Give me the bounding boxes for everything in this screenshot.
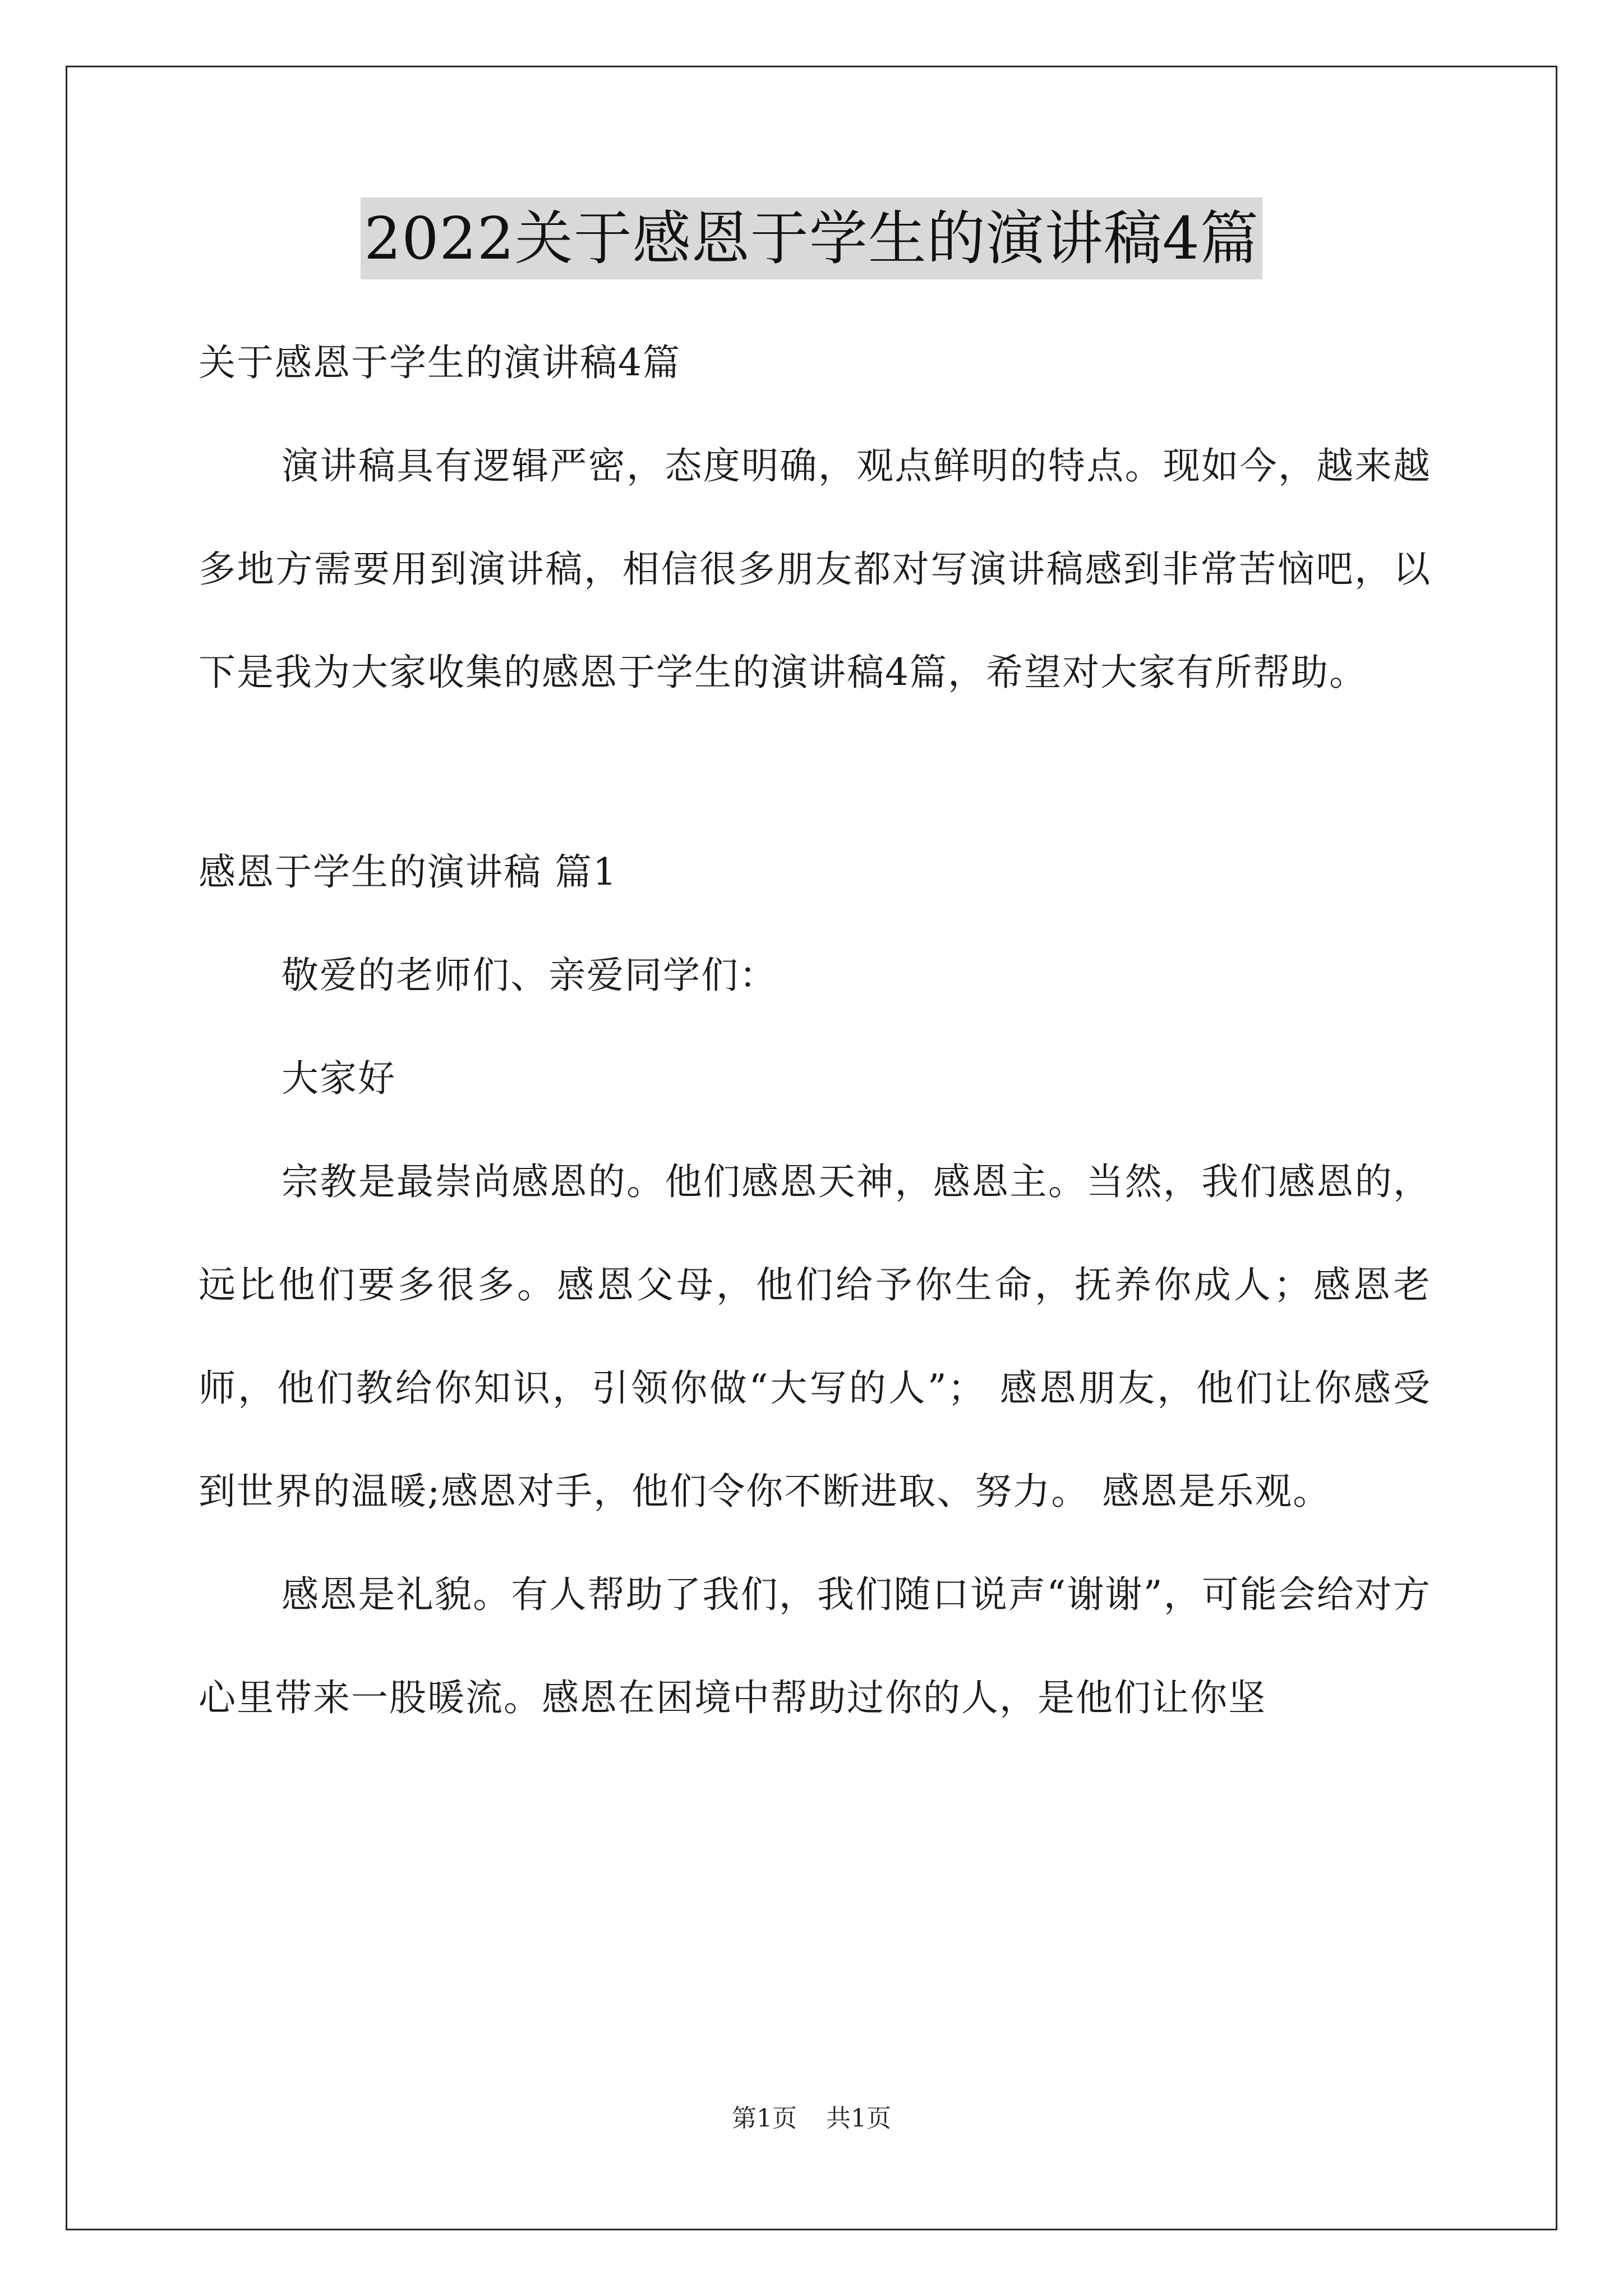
page-footer [0,2098,1623,2134]
section-heading: 感恩于学生的演讲稿 篇1 [199,850,617,894]
title-container [0,197,1623,279]
page-number: 第1页 [732,2104,797,2133]
document-title: 2022关于感恩于学生的演讲稿4篇 [361,197,1262,279]
greeting: 大家好 [282,1057,396,1100]
page-total: 共1页 [826,2104,891,2133]
salutation: 敬爱的老师们、亲爱同学们： [282,954,777,997]
intro-paragraph: 演讲稿具有逻辑严密，态度明确，观点鲜明的特点。现如今，越来越多地方需要用到演讲稿，相信很多朋友都对写演讲稿感到非常苦恼吧，以下是我为大家收集的感恩于学生的演讲稿4篇，希望对大家有所帮助。 [199,444,1431,694]
body-paragraph: 感恩是礼貌。有人帮助了我们，我们随口说声“谢谢”，可能会给对方心里带来一股暖流。感恩在困境中帮助过你的人，是他们让你坚 [199,1573,1431,1719]
subtitle-line: 关于感恩于学生的演讲稿4篇 [199,341,681,384]
body-paragraph: 宗教是最崇尚感恩的。他们感恩天神，感恩主。当然，我们感恩的，远比他们要多很多。感恩父母，他们给予你生命，抚养你成人；感恩老师，他们教给你知识，引领你做“大写的人”； 感恩朋友，他们让你感受到世界的温暖;感恩对手，他们令你不断进取、努力。 感恩是乐观。 [199,1160,1431,1513]
document-body [199,311,1431,1750]
